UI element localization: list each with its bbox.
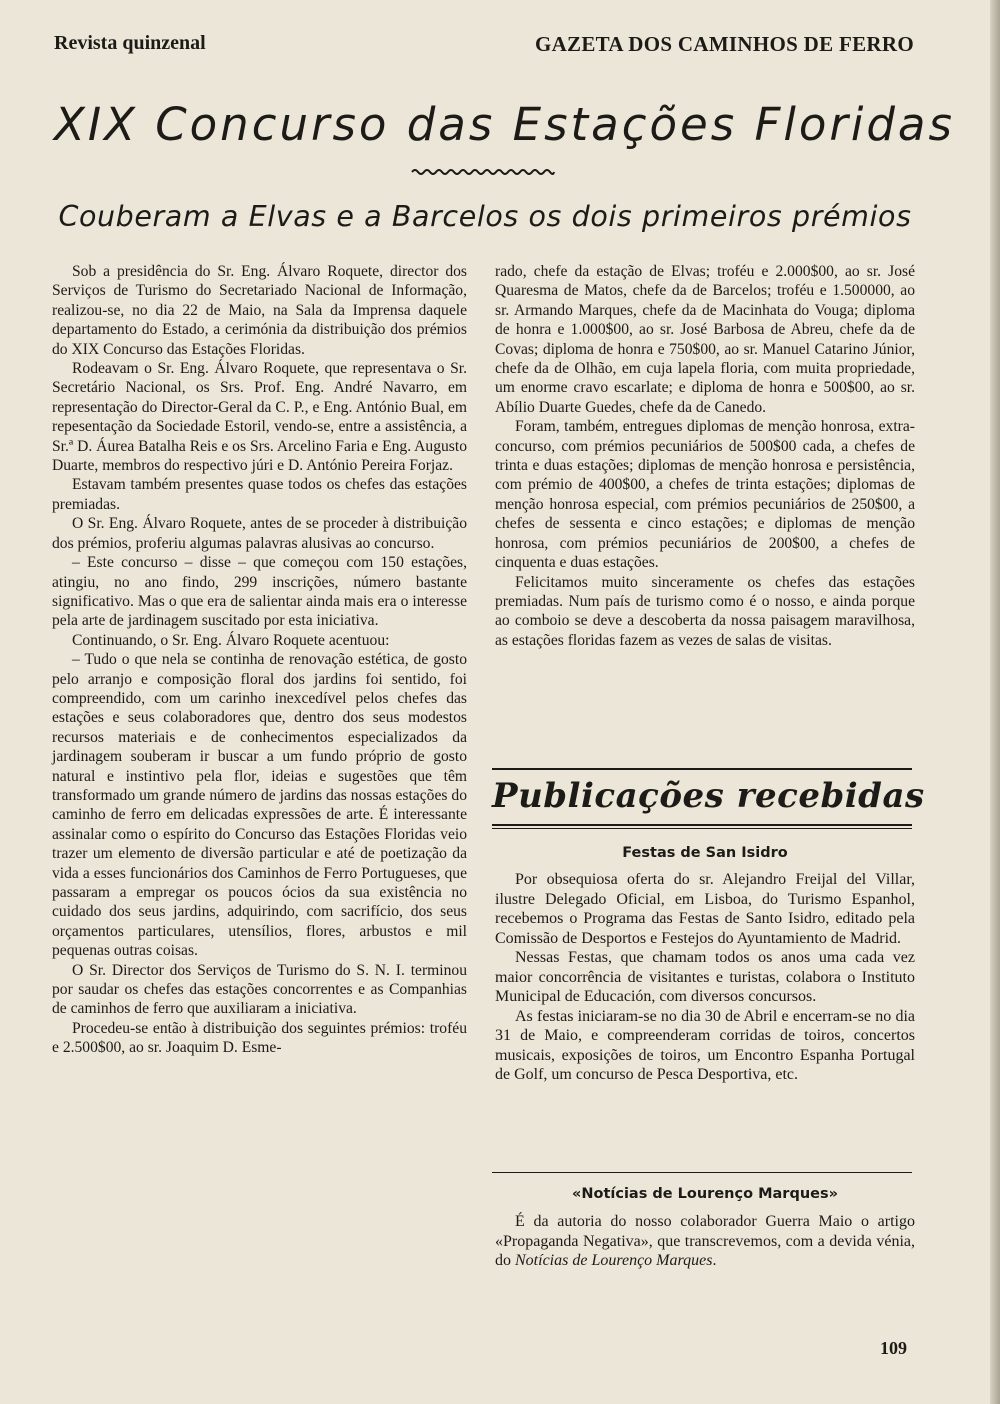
article-title: XIX Concurso das Estações Floridas	[54, 98, 955, 151]
paragraph: Estavam também presentes quase todos os chefes das estações premiadas.	[52, 476, 467, 513]
running-header	[54, 32, 914, 62]
paragraph-continued: rado, chefe da estação de Elvas; troféu e 2.000$00, ao sr. José Quaresma de Matos, chefe da de Barcelos; troféu e 1.500000, ao sr. Armando Marques, chefe da de Macinhata do Vouga; diploma de honra e 1.000$00, ao sr. José Barbosa de Abreu, chefe da de Covas; diploma de honra e 750$00, ao sr. Manuel Catarino Júnior, chefe da de Olhão, em cuja lapela floria, com muita propriedade, um enorme cravo escarlate; e diploma de honra e 500$00, ao sr. Abílio Duarte Guedes, chefe da de Canedo.	[495, 263, 915, 416]
noticias-end: .	[712, 1252, 717, 1269]
paragraph: O Sr. Director dos Serviços de Turismo do S. N. I. terminou por saudar os chefes das estações concorrentes e as Companhias de caminhos de ferro que auxiliaram a iniciativa.	[52, 961, 467, 1018]
page-number: 109	[880, 1338, 907, 1358]
paragraph	[495, 1212, 915, 1271]
article-subtitle: Couberam a Elvas e a Barcelos os dois primeiros prémios	[58, 200, 912, 233]
paragraph: Sob a presidência do Sr. Eng. Álvaro Roquete, director dos Serviços de Turismo do Secretariado Nacional de Informação, realizou-se, no dia 22 de Maio, na Sala da Imprensa daquele departamento do Estado, a cerimónia da distribuição dos prémios do XIX Concurso das Estações Floridas.	[52, 263, 467, 358]
paragraph: – Tudo o que nela se continha de renovação estética, de gosto pelo arranjo e composição floral dos jardins foi sentido, foi compreendido, com um carinho inexcedível pelos chefes das estações e seus colaboradores que, dentro dos seus modestos recursos materiais e de conhecimentos especializados da jardinagem souberam ir buscar a um fundo próprio de gosto natural e instintivo pela flor, ideias e sugestões que têm transformado um grande número de jardins das nossas estações do caminho de ferro em delicadas expressões de arte. É interessante assinalar como o espírito do Concurso das Estações Floridas veio trazer um elemento de diversão particular e até de poetização da vida a esses funcionários dos Caminhos de Ferro Portugueses, que passaram a empregar os poucos ócios da sua existência no cuidado dos seus jardins, adquirindo, com sacrifício, dos seus orçamentos particulares, utensílios, flores, arbustos e mil pequenas outras coisas.	[52, 651, 467, 960]
publicacoes-heading: Publicações recebidas	[492, 776, 925, 816]
paragraph: Foram, também, entregues diplomas de menção honrosa, extra-concurso, com prémios pecuniários de 500$00 cada, a chefes de trinta e duas estações; diplomas de menção honrosa e persistência, com prémio de 400$00, a chefes de trinta estações; diplomas de menção honrosa especial, com prémios pecuniários de 250$00, a chefes de sessenta e cinco estações; e diplomas de menção honrosa, com prémios pecuniários de 200$00, a chefes de cinquenta e duas estações.	[495, 418, 915, 572]
page-edge-shadow	[990, 0, 1000, 1404]
left-column	[52, 262, 467, 1058]
paragraph: Rodeavam o Sr. Eng. Álvaro Roquete, que representava o Sr. Secretário Nacional, os Srs. Prof. Eng. André Navarro, em representação do Director-Geral da C. P., e Eng. António Bual, em repesentação da Sociedade Estoril, vendo-se, entre a assistência, a Sr.ª D. Áurea Batalha Reis e os Srs. Arcelino Faria e Eng. Augusto Duarte, membros do respectivo júri e D. António Pereira Forjaz.	[52, 360, 467, 475]
noticias-text: É da autoria do nosso colaborador Guerra Maio o artigo «Propaganda Negativa», que transcrevemos, com a devida vénia, do	[495, 1213, 915, 1269]
paragraph: Felicitamos muito sinceramente os chefes das estações premiadas. Num país de turismo como é o nosso, e ainda porque ao comboio se deve a descoberta da nossa paisagem maravilhosa, as estações floridas fazem as vezes de salas de visitas.	[495, 573, 915, 649]
noticias-column	[495, 1212, 915, 1271]
section-rule-bottom	[492, 824, 912, 826]
paragraph: As festas iniciaram-se no dia 30 de Abril e encerram-se no dia 31 de Maio, e compreenderam corridas de toiros, concertos musicais, exposições de toiros, um Encontro Espanha Portugal de Golf, um concurso de Pesca Desportiva, etc.	[495, 1007, 915, 1083]
section-rule-bottom-thin	[492, 828, 912, 829]
header-left: Revista quinzenal	[54, 32, 206, 54]
header-right: GAZETA DOS CAMINHOS DE FERRO	[534, 32, 914, 56]
noticias-subheading: «Notícias de Lourenço Marques»	[572, 1186, 838, 1202]
paragraph: Nessas Festas, que chamam todos os anos uma cada vez maior concorrência de visitantes e turistas, colabora o Instituto Municipal de Educación, com diversos concursos.	[495, 949, 915, 1005]
noticias-italic: Notícias de Lourenço Marques	[515, 1252, 713, 1269]
festas-subheading: Festas de San Isidro	[622, 845, 788, 861]
section-rule-top	[492, 768, 912, 770]
paragraph: Continuando, o Sr. Eng. Álvaro Roquete acentuou:	[72, 631, 390, 649]
paragraph: – Este concurso – disse – que começou com 150 estações, atingiu, no ano findo, 299 inscrições, número bastante significativo. Mas o que era de salientar ainda mais era o interesse pela arte de jardinagem suscitado por esta iniciativa.	[52, 554, 467, 630]
paragraph: Procedeu-se então à distribuição dos seguintes prémios: troféu e 2.500$00, ao sr. Joaquim D. Esme-	[52, 1019, 467, 1057]
festas-column	[495, 870, 915, 1085]
section-divider	[492, 1172, 912, 1173]
paragraph: Por obsequiosa oferta do sr. Alejandro Freijal del Villar, ilustre Delegado Oficial, em Lisboa, do Turismo Espanhol, recebemos o Programa das Festas de Santo Isidro, editado pela Comissão de Desportos e Festejos do Ayuntamiento de Madrid.	[495, 871, 915, 947]
wave-ornament-icon	[410, 166, 556, 178]
right-column-article	[495, 262, 915, 650]
paragraph: O Sr. Eng. Álvaro Roquete, antes de se proceder à distribuição dos prémios, proferiu algumas palavras alusivas ao concurso.	[52, 515, 467, 552]
